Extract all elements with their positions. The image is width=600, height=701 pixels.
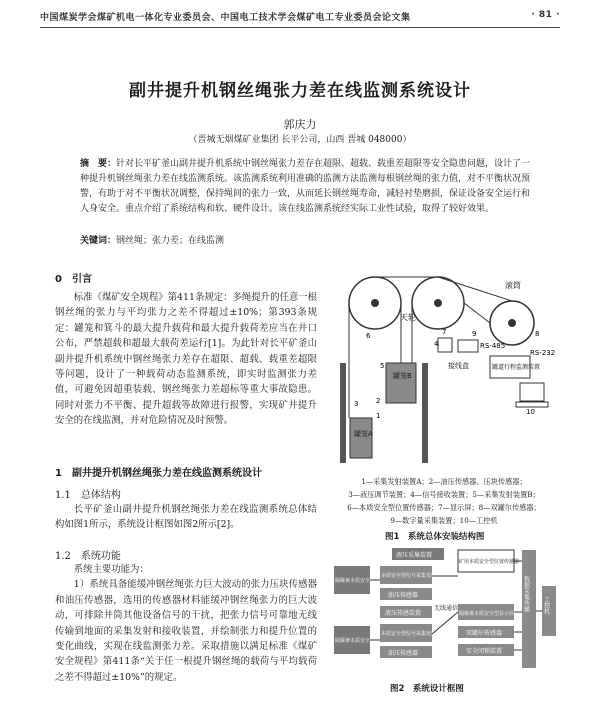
label-gunchong: 滚筒: [505, 281, 521, 290]
svg-text:工控机: 工控机: [542, 596, 550, 614]
figure-1-legend: [330, 475, 558, 527]
svg-text:液压传感装置: 液压传感装置: [385, 610, 422, 617]
section-1-2-body: [55, 562, 317, 685]
svg-text:隔爆兼本质安全电源: 隔爆兼本质安全电源: [335, 638, 381, 644]
num-8: 8: [535, 330, 540, 338]
num-9: 9: [472, 330, 477, 338]
paper-affiliation: （晋城无烟煤矿业集团 长平公司，山西 晋城 048000）: [188, 135, 412, 145]
abstract-label: 摘 要：: [80, 159, 117, 169]
num-4: 4: [434, 340, 439, 348]
section-0-heading: 0 引言: [55, 274, 92, 285]
label-jiedi: 接线盒: [448, 362, 469, 370]
svg-text:双罐尔传感器: 双罐尔传感器: [466, 630, 503, 637]
svg-text:安全闭锁装置: 安全闭锁装置: [466, 648, 503, 655]
figure-2-caption: 图2 系统设计框图: [390, 684, 464, 694]
section-1-1-body: [55, 502, 317, 533]
figure-2-diagram: [330, 546, 560, 678]
num-7: 7: [442, 328, 447, 336]
svg-text:油压传感器: 油压传感器: [388, 650, 419, 657]
label-cage-a: 罐笼A: [354, 430, 373, 438]
keywords-label: 关键词：: [80, 236, 117, 246]
keywords-text: 钢丝绳；张力差；在线监测: [116, 236, 225, 246]
header-rule: [40, 27, 560, 28]
svg-text:数据采集传输: 数据采集传输: [522, 576, 530, 612]
junction-box: [458, 340, 478, 352]
section-0-body: [55, 290, 317, 429]
label-rs485: RS-485: [480, 342, 506, 350]
label-cage-b: 罐笼B: [393, 372, 412, 380]
svg-text:矿用本质安全型位置传感器: 矿用本质安全型位置传感器: [459, 559, 520, 565]
svg-text:本质安全型信号采集发射装置: 本质安全型信号采集发射装置: [381, 631, 447, 637]
section-1-1-paragraph: 长平矿釜山副井提升机钢丝绳张力差在线监测系统总体结构如图1所示，系统设计框图如图2所示[2]。: [55, 504, 317, 531]
abstract-text: 针对长平矿釜山副井提升机系统中钢丝绳张力差存在超限、超载、载重差超限等安全隐患问题，设计了一种提升机钢丝绳张力差在线监测系统。该监测系统利用准确的监测方法监测每根钢丝绳的张力值，对不平衡状况预警，有助于对不平衡状况调整，保持绳间的张力一致，从而延长钢丝绳寿命，减轻衬垫磨损，保证设备安全运行和人身安全。重点介绍了系统结构和软、硬件设计。该在线监测系统经实际工业性试验，取得了较好效果。: [80, 159, 531, 214]
num-3: 3: [354, 400, 359, 408]
section-1-2-intro: 系统主要功能为：: [73, 564, 149, 575]
num-6: 6: [366, 332, 371, 340]
section-0-paragraph: 标准《煤矿安全规程》第411条规定：多绳提升的任意一根钢丝绳的张力与平均张力之差不得超过±10%；第393条规定：罐笼和箕斗的最大提升载荷和最大提升载荷差应当在井口公布，严禁超载和超最大载荷差运行[1]。为此针对长平矿釜山副井提升机系统中钢丝绳张力差存在超限、超载、载重差超限等问题，设计了一种载荷动态监测系统，即实时监测张力差值，可避免因超重装载、钢丝绳张力差超标等重大事故隐患。同时对张力不平衡、提升超载等故障进行报警，实现矿井提升安全的在线监测，并对危险情况及时预警。: [55, 292, 317, 427]
running-header: [40, 10, 560, 24]
abstract: [80, 157, 536, 217]
cage-a: [350, 418, 372, 458]
figure-1-diagram: [330, 268, 560, 468]
num-2: 2: [376, 397, 381, 405]
section-1-2-item-1: 1）系统具备能缓冲钢丝绳张力巨大波动的张力压块传感器和油压传感器，选用的传感器材料能缓冲钢丝绳张力的巨大波动，可排除井筒其他设备信号的干扰，把张力信号可靠地无线传输到地面的采集发射和接收装置，并绘制张力和提升位置的变化曲线，实现在线监测张力差。采取措施以满足标准《煤矿安全规程》第411条“关于任一根提升钢丝绳的载荷与平均载荷之差不得超过±10%”的规定。: [55, 579, 317, 683]
section-1-heading: 1 副井提升机钢丝绳张力差在线监测系统设计: [55, 468, 262, 479]
svg-text:隔爆兼本质安全电源: 隔爆兼本质安全电源: [335, 578, 381, 584]
cage-b: [386, 363, 416, 403]
display-screen: [438, 338, 452, 352]
label-jiance: 罐道行程监测装置: [492, 364, 541, 371]
section-1-1-heading: 1.1 总体结构: [55, 490, 121, 501]
keywords: [80, 233, 536, 246]
num-10: 10: [526, 408, 535, 416]
label-rs232: RS-232: [530, 349, 556, 357]
figure-1-legend-line: 3—液压调节装置；4—信号接收装置；5—采集发射装置B；: [348, 490, 540, 499]
num-1: 1: [376, 412, 381, 420]
paper-title: 副井提升机钢丝绳张力差在线监测系统设计: [129, 81, 471, 101]
paper-author: 郭庆力: [283, 118, 317, 131]
figure-1-legend-line: 1—采集发射装置A；2—油压传感器、压块传感器；: [361, 477, 527, 486]
figure-1-legend-line: 9—数字量采集装置；10—工控机: [390, 516, 498, 525]
label-tianlun: 天轮: [400, 313, 416, 322]
svg-text:液压采集装置: 液压采集装置: [396, 552, 433, 559]
svg-text:隔爆兼本质安全型显示屏: 隔爆兼本质安全型显示屏: [459, 611, 515, 617]
svg-text:无线通信: 无线通信: [434, 605, 459, 612]
section-1-2-heading: 1.2 系统功能: [55, 551, 121, 562]
industrial-pc: [520, 383, 544, 401]
num-5: 5: [380, 362, 385, 370]
running-title: 中国煤炭学会煤矿机电一体化专业委员会、中国电工技术学会煤矿电工专业委员会论文集: [40, 13, 411, 23]
figure-1-caption: 图1 系统总体安装结构图: [385, 532, 485, 542]
figure-1-legend-line: 6—本质安全型位置传感器；7—显示屏；8—双罐尔传感器；: [347, 503, 541, 512]
svg-text:油压传感器: 油压传感器: [388, 592, 419, 599]
page-number: · 81 ·: [531, 10, 560, 20]
svg-text:本质安全型信号采集发射装置: 本质安全型信号采集发射装置: [381, 573, 447, 579]
